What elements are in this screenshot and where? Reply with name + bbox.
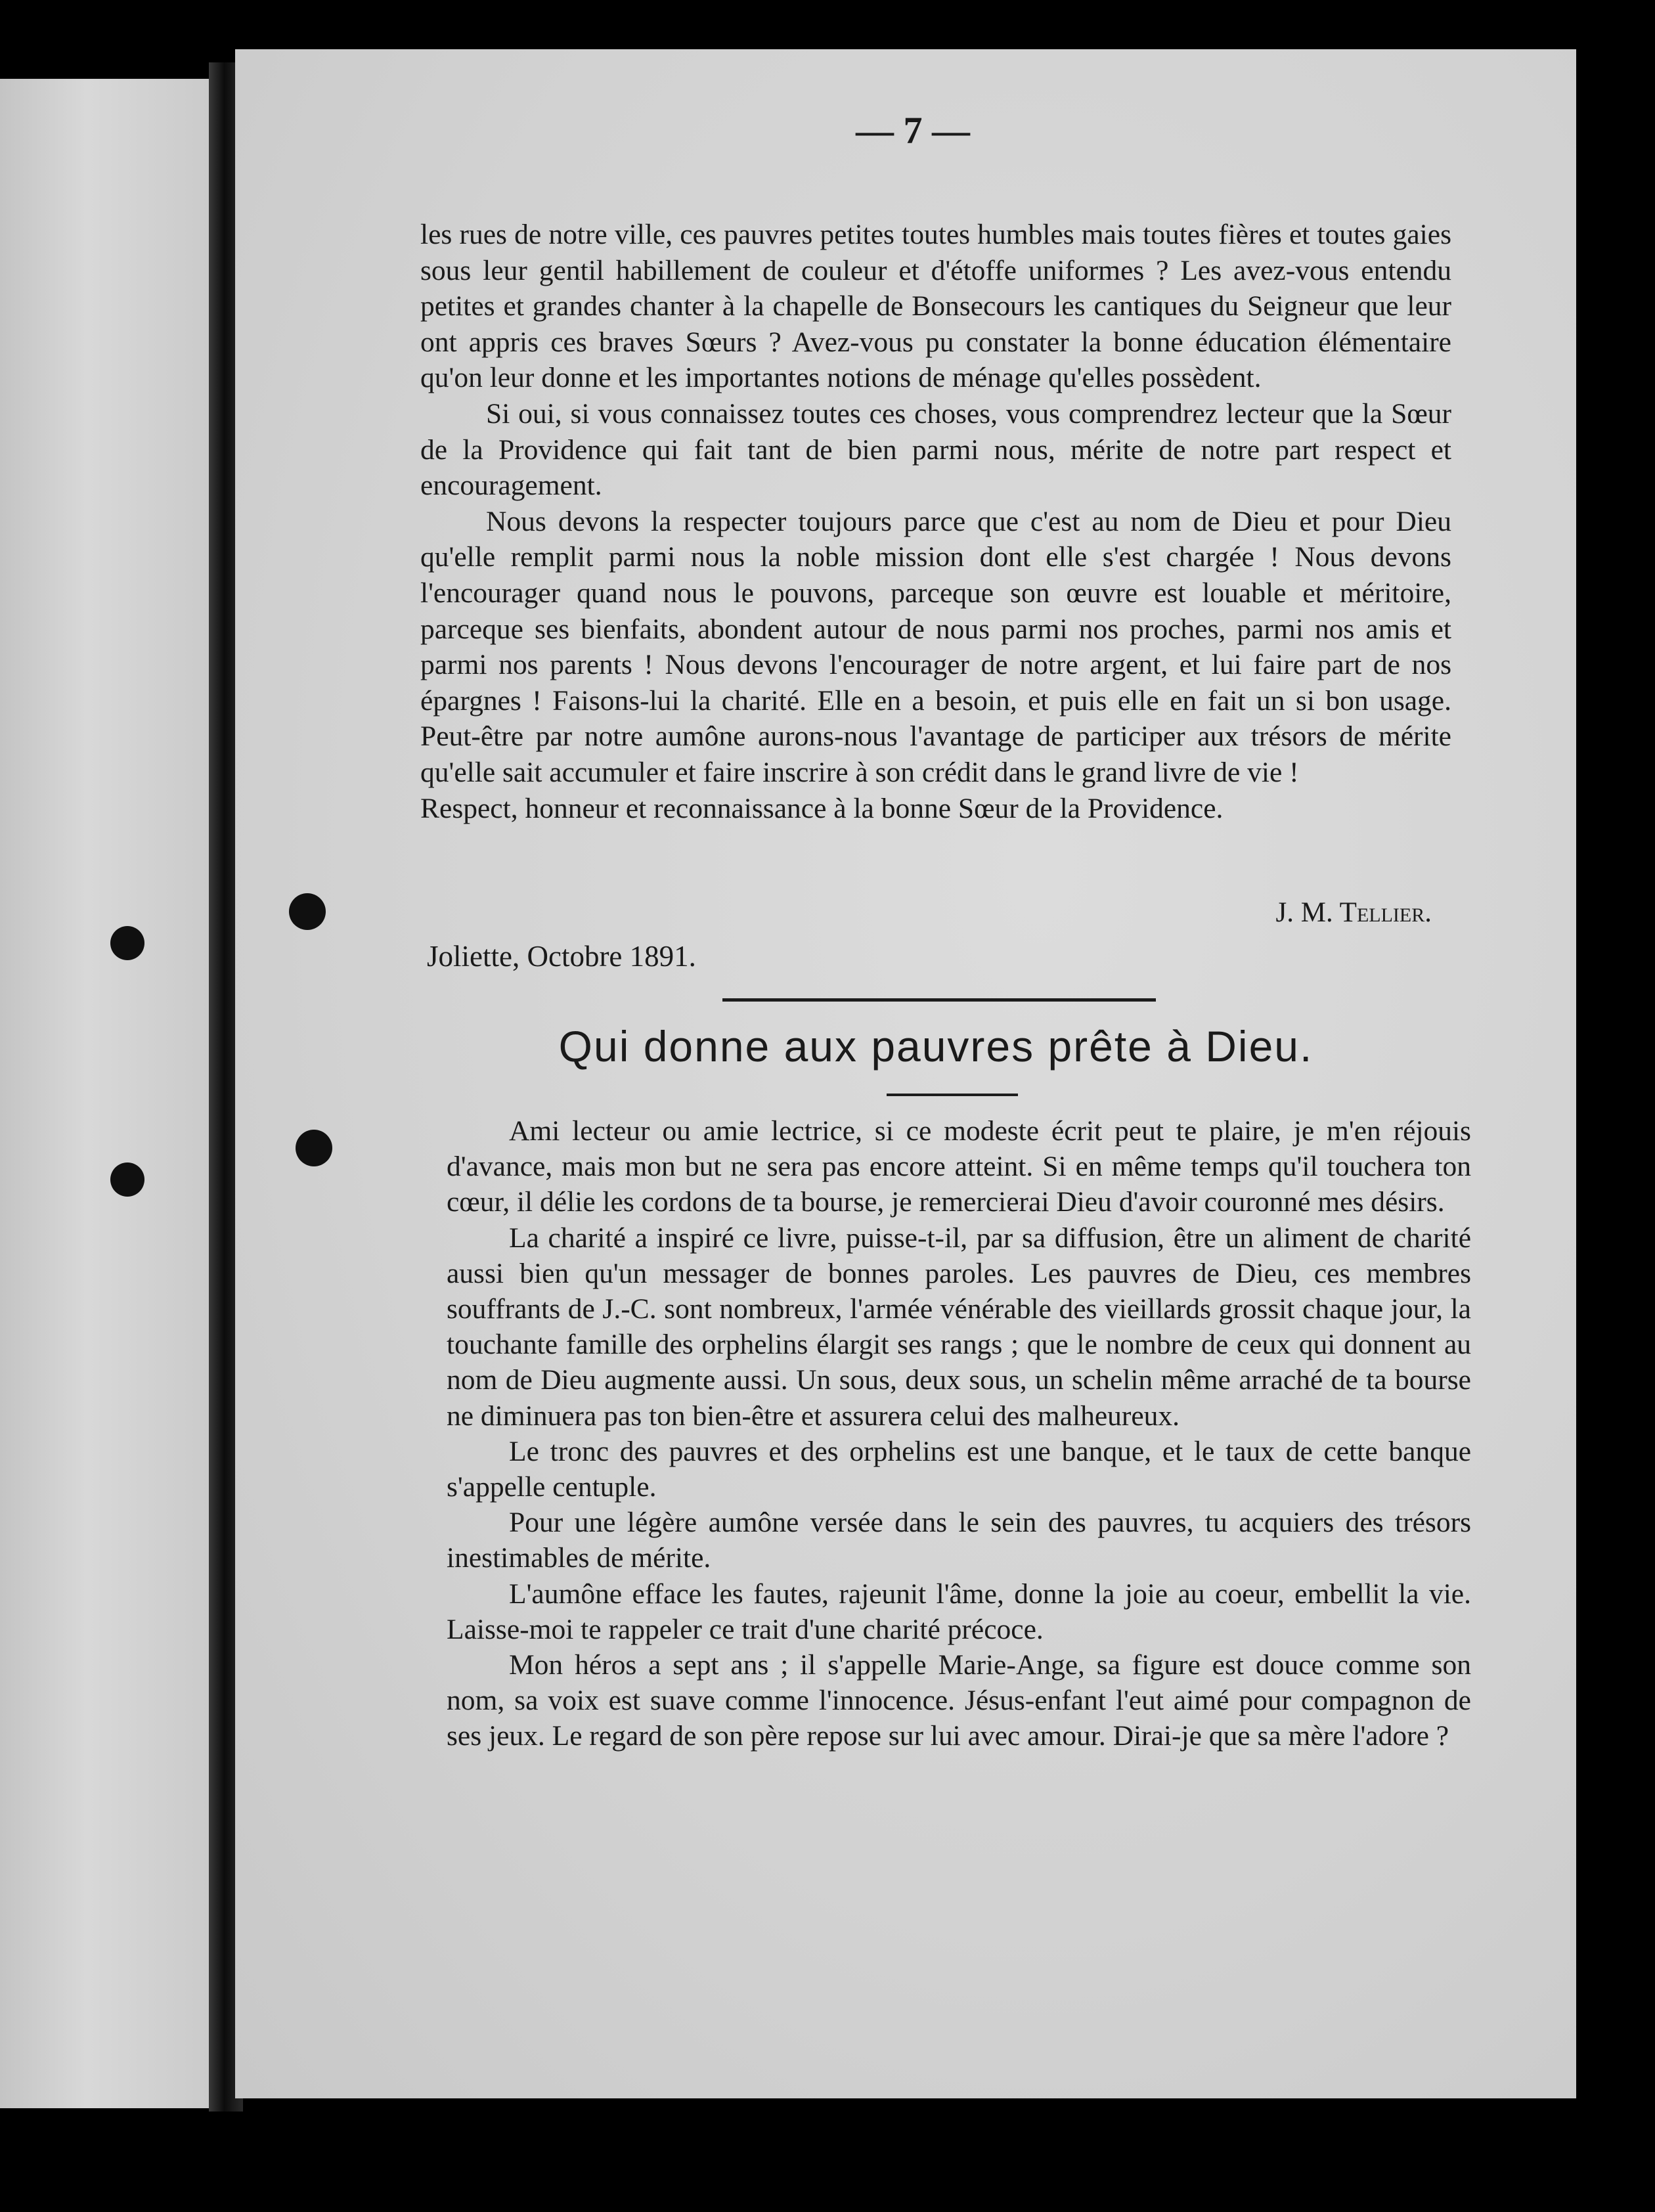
paragraph: Pour une légère aumône versée dans le sein des pauvres, tu acquiers des trésors inestimables de mérite.: [447, 1507, 1471, 1574]
section-divider: [722, 998, 1156, 1002]
page-number: — 7 —: [856, 109, 970, 152]
paragraph: Le tronc des pauvres et des orphelins est une banque, et le taux de cette banque s'appelle centuple.: [447, 1435, 1471, 1503]
paragraph: Ami lecteur ou amie lectrice, si ce modeste écrit peut te plaire, je m'en réjouis d'avance, mais mon but ne sera pas encore atteint. Si en même temps qu'il touchera ton cœur, il délie les cordons de ta bourse, je remercierai Dieu d'avoir couronné mes désirs.: [447, 1115, 1471, 1218]
paragraph: les rues de notre ville, ces pauvres petites toutes humbles mais toutes fières et toutes gaies sous leur gentil habillement de couleur et d'étoffe uniformes ? Les avez-vous entendu petites et grandes chanter à la chapelle de Bonsecours les cantiques du Seigneur que leur ont appris ces braves Sœurs ? Avez-vous pu constater la bonne éducation élémentaire qu'on leur donne et les importantes notions de ménage qu'elles possèdent.: [420, 219, 1451, 394]
paragraph: L'aumône efface les fautes, rajeunit l'âme, donne la joie au coeur, embellit la vie. Laisse-moi te rappeler ce trait d'une charité précoce.: [447, 1578, 1471, 1645]
place-date: Joliette, Octobre 1891.: [427, 940, 696, 973]
paragraph: Mon héros a sept ans ; il s'appelle Marie-Ange, sa figure est douce comme son nom, sa voix est suave comme l'innocence. Jésus-enfant l'eut aimé pour compagnon de ses jeux. Le regard de son père repose sur lui avec amour. Dirai-je que sa mère l'adore ?: [447, 1649, 1471, 1752]
author-signature: [1116, 896, 1432, 929]
paragraph: La charité a inspiré ce livre, puisse-t-il, par sa diffusion, être un aliment de charité aussi bien qu'un messager de bonnes paroles. Les pauvres de Dieu, ces membres souffrants de J.-C. sont nombreux, l'armée vénérable des vieillards grossit chaque jour, la touchante famille des orphelins élargit ses rangs ; que le nombre de ceux qui donnent au nom de Dieu augmente aussi. Un sous, deux sous, un schelin même arraché de ta bourse ne diminuera pas ton bien-être et assurera celui des malheureux.: [447, 1222, 1471, 1432]
paragraph: Nous devons la respecter toujours parce que c'est au nom de Dieu et pour Dieu qu'elle remplit parmi nous la noble mission dont elle s'est chargée ! Nous devons l'encourager quand nous le pouvons, parceque son œuvre est louable et méritoire, parceque ses bienfaits, abondent autour de nous parmi nos proches, parmi nos amis et parmi nos parents ! Nous devons l'encourager de notre argent, et lui faire part de nos épargnes ! Faisons-lui la charité. Elle en a besoin, et puis elle en fait un si bon usage. Peut-être par notre aumône aurons-nous l'avantage de participer aux trésors de mérite qu'elle sait accumuler et faire inscrire à son crédit dans le grand livre de vie !: [420, 505, 1451, 788]
heading-underline: [887, 1094, 1018, 1096]
article-body: [447, 1113, 1471, 1754]
punch-hole: [110, 1162, 144, 1197]
punch-hole: [110, 926, 144, 960]
punch-hole: [296, 1130, 332, 1166]
article-body-continued: [420, 217, 1451, 826]
paragraph: Si oui, si vous connaissez toutes ces choses, vous comprendrez lecteur que la Sœur de la Providence qui fait tant de bien parmi nous, mérite de notre part respect et encouragement.: [420, 397, 1451, 502]
signature-text: J. M. Tellier.: [1275, 897, 1432, 928]
previous-page-edge: [0, 79, 217, 2108]
section-heading: Qui donne aux pauvres prête à Dieu.: [558, 1022, 1313, 1071]
punch-hole: [289, 893, 326, 930]
paragraph: Respect, honneur et reconnaissance à la bonne Sœur de la Providence.: [420, 792, 1224, 824]
